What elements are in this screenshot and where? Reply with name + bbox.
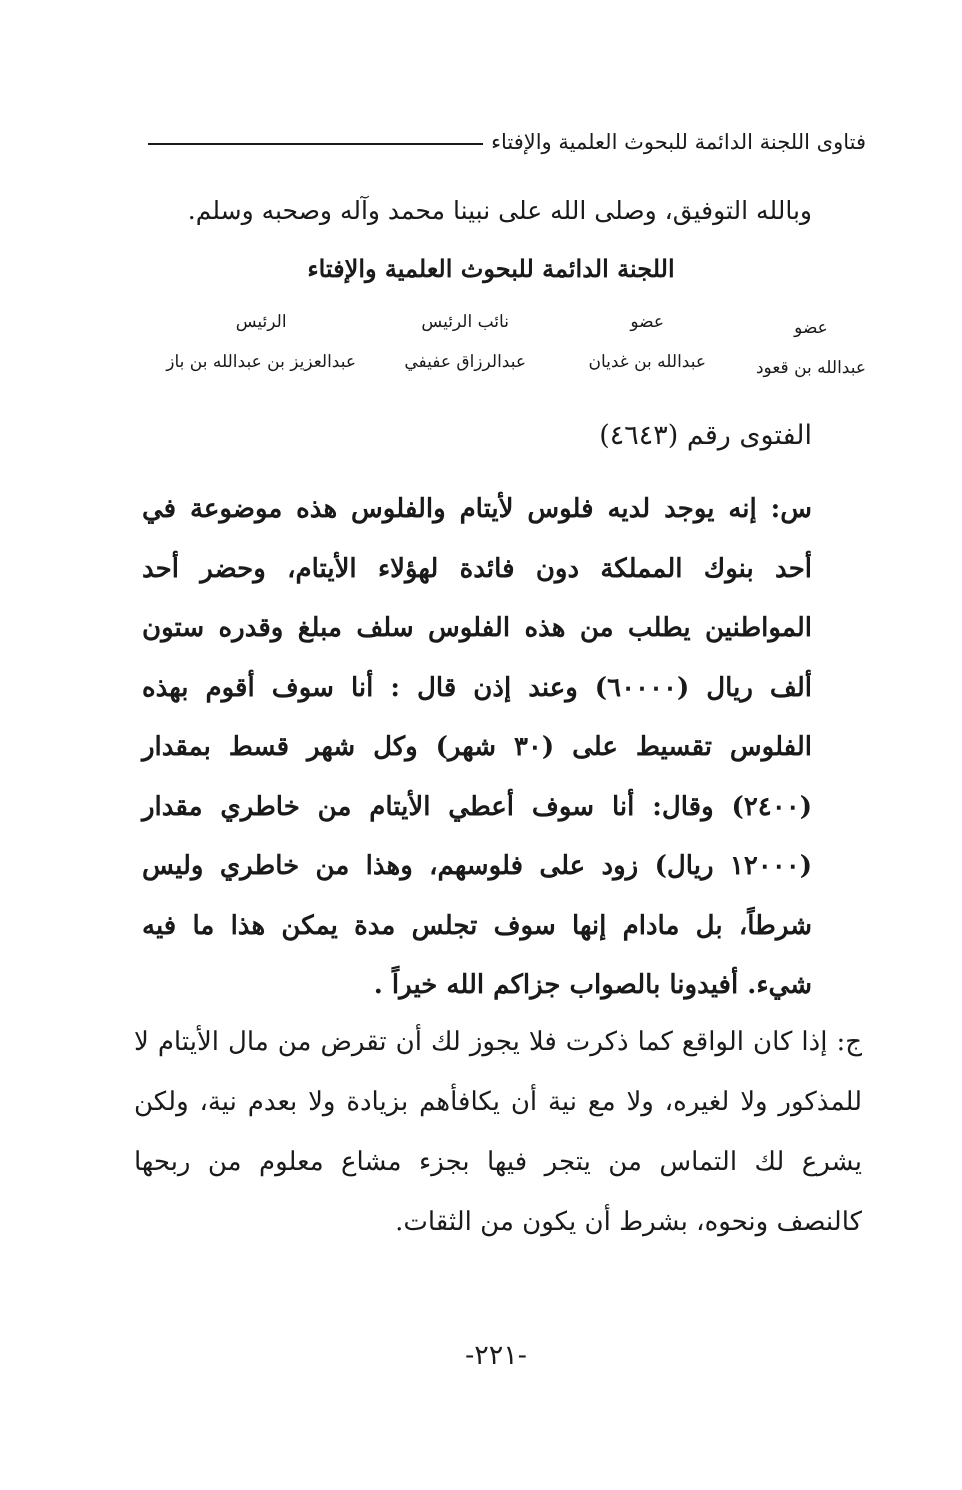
committee-title: اللجنة الدائمة للبحوث العلمية والإفتاء <box>307 254 675 283</box>
signatory-name: عبدالله بن غديان <box>588 352 706 372</box>
signatory <box>404 312 526 372</box>
header-rule <box>148 143 483 145</box>
signatory <box>588 312 706 372</box>
page-number: -٢٢١- <box>465 1340 527 1371</box>
closing-line: وبالله التوفيق، وصلى الله على نبينا محمد وآله وصحبه وسلم. <box>187 196 812 225</box>
question-paragraph: س: إنه يوجد لديه فلوس لأيتام والفلوس هذه موضوعة في أحد بنوك المملكة دون فائدة لهؤلاء الأيتام، وحضر أحد المواطنين يطلب من هذه الفلوس سلف مبلغ وقدره ستون ألف ريال (٦٠٠٠٠) وعند إذن قال : أنا سوف أقوم بهذه الفلوس تقسيط على (٣٠ شهر) وكل شهر قسط بمقدار (٢٤٠٠) وقال: أنا سوف أعطي الأيتام من خاطري مقدار (١٢٠٠٠ ريال) زود على فلوسهم، وهذا من خاطري وليس شرطاً، بل مادام إنها سوف تجلس مدة يمكن هذا ما فيه شيء. أفيدونا بالصواب جزاكم الله خيراً . <box>142 494 812 1000</box>
answer-paragraph: ج: إذا كان الواقع كما ذكرت فلا يجوز لك أن تقرض من مال الأيتام لا للمذكور ولا لغيره، ولا مع نية أن يكافأهم بزيادة ولا بعدم نية، ولكن يشرع لك التماس من يتجر فيها بجزء مشاع معلوم من ربحها كالنصف ونحوه، بشرط أن يكون من الثقات. <box>134 1027 862 1237</box>
signatories <box>150 312 866 392</box>
signatory-name: عبدالرزاق عفيفي <box>404 352 526 372</box>
signatory-name: عبدالله بن قعود <box>755 358 866 378</box>
signatory-role: عضو <box>794 318 828 338</box>
signatory-role: عضو <box>630 312 665 332</box>
running-title: فتاوى اللجنة الدائمة للبحوث العلمية والإفتاء <box>491 130 866 154</box>
fatwa-number: الفتوى رقم (٤٦٤٣) <box>599 420 812 451</box>
signatory-role: الرئيس <box>235 312 287 332</box>
signatory <box>166 312 356 372</box>
signatory-name: عبدالعزيز بن عبدالله بن باز <box>166 352 356 372</box>
signatory <box>756 312 866 378</box>
running-header <box>148 122 866 162</box>
signatory-role: نائب الرئيس <box>421 312 509 332</box>
